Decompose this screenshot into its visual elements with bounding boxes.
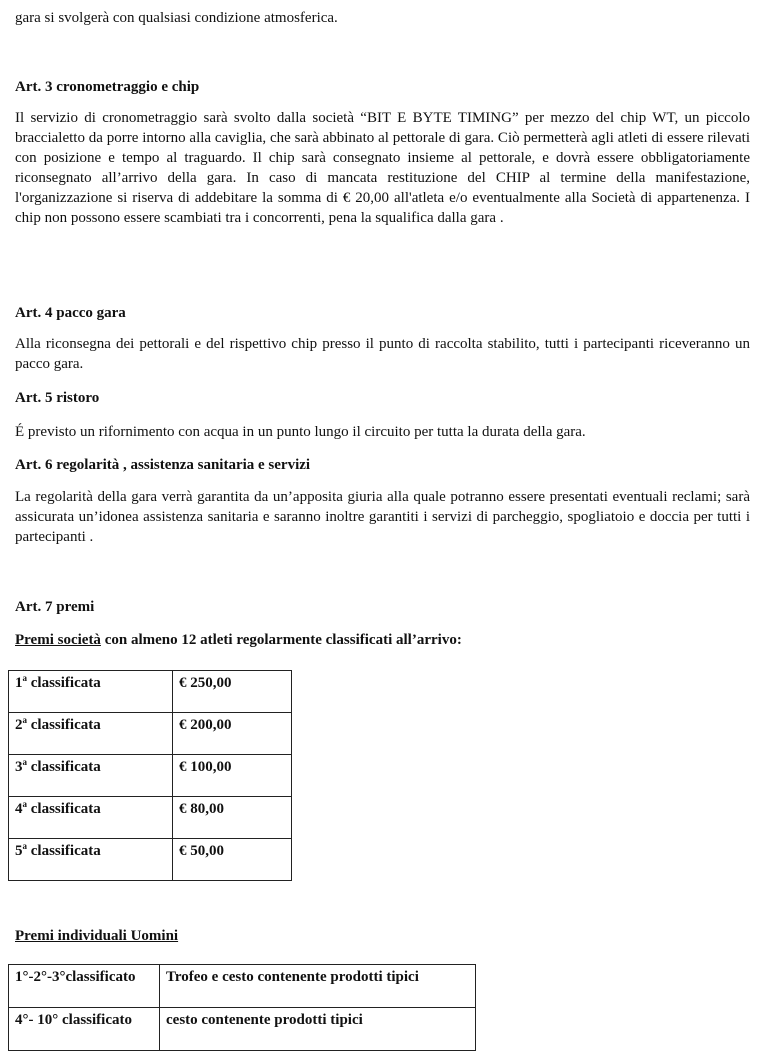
premi-uomini-heading: [15, 926, 750, 946]
intro-line: [15, 8, 750, 28]
societa-prize-cell: € 50,00: [173, 839, 292, 881]
place-number: 2: [15, 717, 23, 733]
place-superscript: a: [22, 673, 27, 683]
premi-societa-rest: con almeno 12 atleti regolarmente classificati all’arrivo:: [100, 632, 462, 648]
societa-place-cell: [9, 797, 173, 839]
art7-section: [15, 597, 750, 617]
uomini-prize-cell: Trofeo e cesto contenente prodotti tipici: [160, 965, 476, 1008]
art6-title: Art. 6 regolarità , assistenza sanitaria e servizi: [15, 457, 311, 473]
art3-text: Il servizio di cronometraggio sarà svolto dalla società “BIT E BYTE TIMING” per mezzo del chip WT, un piccolo braccialetto da porre intorno alla caviglia, che sarà abbinato al pettorale di gara. Ciò permetterà agli atleti di essere rilevati con posizione e tempo al traguardo. Il chip sarà consegnato insieme al pettorale, e dovrà essere obbligatoriamente riconsegnato all’arrivo della gara. In caso di mancata restituzione del CHIP al termine della manifestazione, l'organizzazione si riserva di addebitare la somma di € 20,00 all'atleta e/o eventualmente alla Società di appartenenza. I chip non possono essere scambiati tra i concorrenti, pena la squalifica dalla gara .: [15, 110, 750, 226]
art5-body: [15, 422, 750, 442]
societa-place-cell: [9, 839, 173, 881]
place-label: classificata: [27, 675, 101, 691]
societa-place-cell: [9, 671, 173, 713]
societa-row: [9, 671, 292, 713]
art4-title: Art. 4 pacco gara: [15, 305, 126, 321]
art4-text: Alla riconsegna dei pettorali e del rispettivo chip presso il punto di raccolta stabilito, tutti i partecipanti riceveranno un pacco gara.: [15, 336, 750, 372]
art6-section: [15, 455, 750, 475]
art5-section: [15, 388, 750, 408]
place-label: classificata: [27, 717, 101, 733]
art4-section: [15, 303, 750, 323]
societa-place-cell: [9, 713, 173, 755]
societa-prize-cell: € 80,00: [173, 797, 292, 839]
uomini-place-cell: 4°- 10° classificato: [9, 1008, 160, 1051]
premi-societa-table: [8, 670, 292, 881]
place-label: classificata: [27, 759, 101, 775]
place-number: 3: [15, 759, 23, 775]
art5-text: É previsto un rifornimento con acqua in un punto lungo il circuito per tutta la durata della gara.: [15, 424, 586, 440]
art3-section: [15, 77, 750, 97]
intro-text: gara si svolgerà con qualsiasi condizione atmosferica.: [15, 10, 338, 26]
place-number: 1: [15, 675, 23, 691]
place-superscript: a: [22, 799, 27, 809]
place-superscript: a: [22, 757, 27, 767]
place-superscript: a: [22, 841, 27, 851]
uomini-row: [9, 1008, 476, 1051]
societa-place-cell: [9, 755, 173, 797]
societa-prize-cell: € 250,00: [173, 671, 292, 713]
uomini-place-cell: 1°-2°-3°classificato: [9, 965, 160, 1008]
premi-societa-heading: [15, 630, 750, 650]
place-label: classificata: [27, 843, 101, 859]
societa-row: [9, 797, 292, 839]
uomini-prize-cell: cesto contenente prodotti tipici: [160, 1008, 476, 1051]
art6-body: [15, 487, 750, 547]
societa-prize-cell: € 100,00: [173, 755, 292, 797]
art3-body: [15, 108, 750, 228]
place-number: 4: [15, 801, 23, 817]
art4-body: [15, 334, 750, 374]
place-superscript: a: [22, 715, 27, 725]
art6-text: La regolarità della gara verrà garantita da un’apposita giuria alla quale potranno essere presentati eventuali reclami; sarà assicurata un’idonea assistenza sanitaria e saranno inoltre garantiti i servizi di parcheggio, spogliatoio e doccia per tutti i partecipanti .: [15, 489, 750, 545]
premi-societa-underlined: Premi società: [15, 632, 101, 648]
art5-title: Art. 5 ristoro: [15, 390, 100, 406]
art3-title: Art. 3 cronometraggio e chip: [15, 79, 200, 95]
societa-prize-cell: € 200,00: [173, 713, 292, 755]
societa-row: [9, 755, 292, 797]
place-number: 5: [15, 843, 23, 859]
art7-title: Art. 7 premi: [15, 599, 95, 615]
uomini-row: [9, 965, 476, 1008]
premi-uomini-table: [8, 964, 476, 1051]
premi-uomini-underlined: Premi individuali Uomini: [15, 928, 179, 944]
societa-row: [9, 839, 292, 881]
place-label: classificata: [27, 801, 101, 817]
societa-row: [9, 713, 292, 755]
